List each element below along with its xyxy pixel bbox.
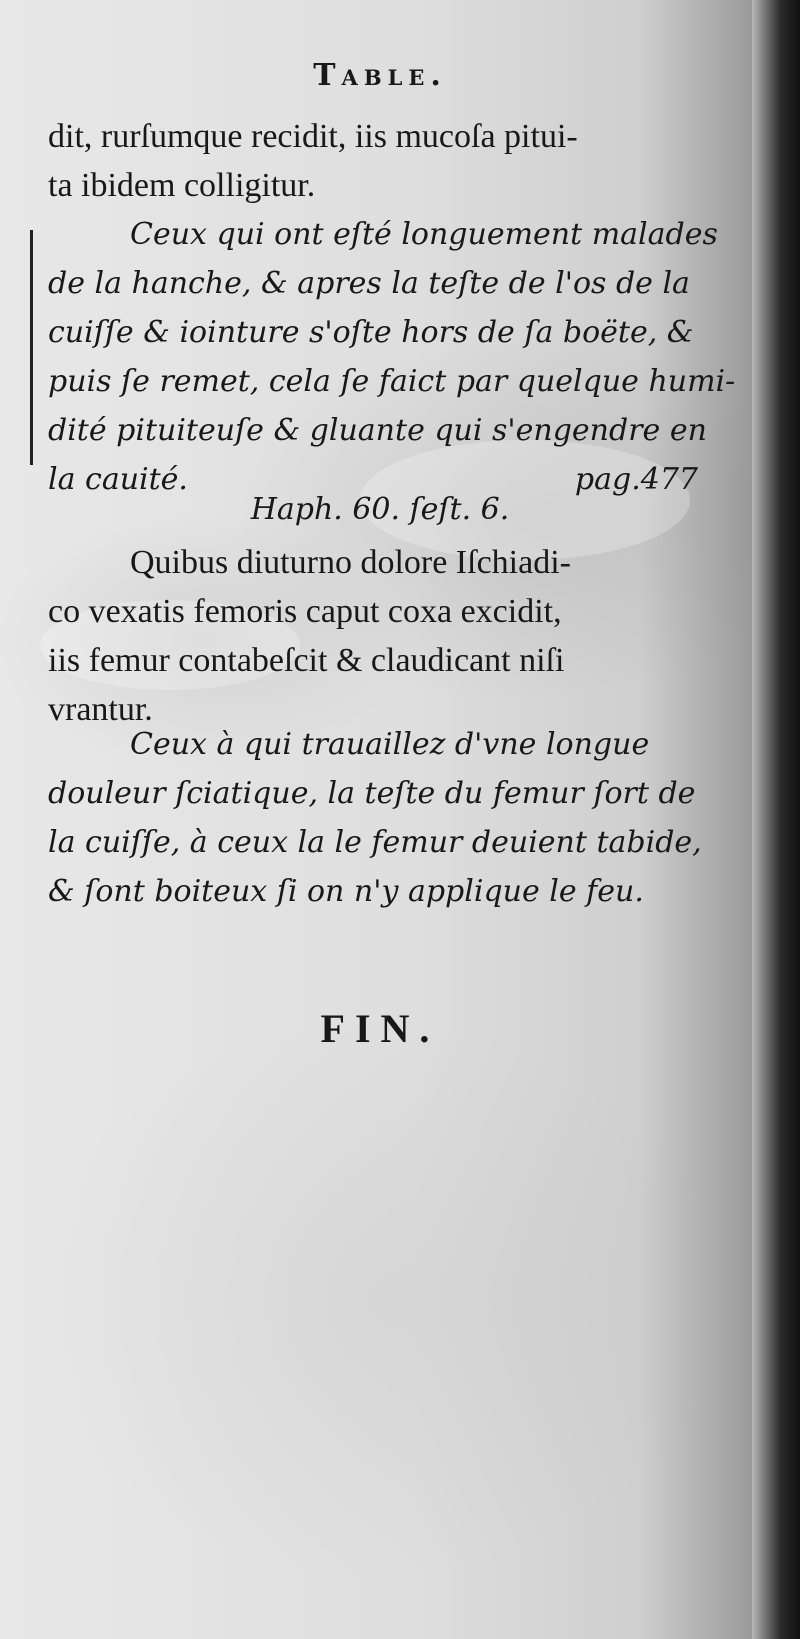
- french-translation-2: [48, 720, 702, 916]
- running-title: Table.: [313, 58, 447, 93]
- aphorism-reference: Haph. 60. ſeſt. 6.: [250, 492, 510, 527]
- text-line: puis ſe remet, cela ſe faict par quelque humi-: [48, 364, 736, 399]
- text-line: ta ibidem colligitur.: [48, 167, 316, 204]
- latin-aphorism-continued: [48, 112, 698, 210]
- text-line: & ſont boiteux ſi on n'y applique le feu.: [48, 874, 644, 909]
- margin-marker: [30, 230, 33, 465]
- text-line: la cauité.: [48, 462, 188, 497]
- book-binding-edge: [752, 0, 800, 1639]
- text-line: Ceux à qui trauaillez d'vne longue: [130, 727, 650, 762]
- french-translation-1: [48, 210, 736, 504]
- text-line: cuiſſe & iointure s'oſte hors de ſa boëte, &: [48, 315, 694, 350]
- text-line: la cuiſſe, à ceux la le femur deuient tabide,: [48, 825, 702, 860]
- text-line: dit, rurſumque recidit, iis mucoſa pitui-: [48, 118, 578, 155]
- text-line: vrantur.: [48, 691, 153, 728]
- text-line: Ceux qui ont eſté longuement malades: [130, 217, 718, 252]
- end-mark: FIN.: [320, 1006, 440, 1051]
- text-line: de la hanche, & apres la teſte de l'os de la: [48, 266, 690, 301]
- text-line: douleur ſciatique, la teſte du femur ſort de: [48, 776, 696, 811]
- text-line: dité pituiteuſe & gluante qui s'engendre en: [48, 413, 707, 448]
- text-line: Quibus diuturno dolore Iſchiadi-: [130, 544, 571, 581]
- latin-aphorism: [48, 538, 698, 734]
- text-line: iis femur contabeſcit & claudicant niſi: [48, 642, 565, 679]
- page-reference: pag.477: [574, 462, 698, 497]
- text-line: co vexatis femoris caput coxa excidit,: [48, 593, 562, 630]
